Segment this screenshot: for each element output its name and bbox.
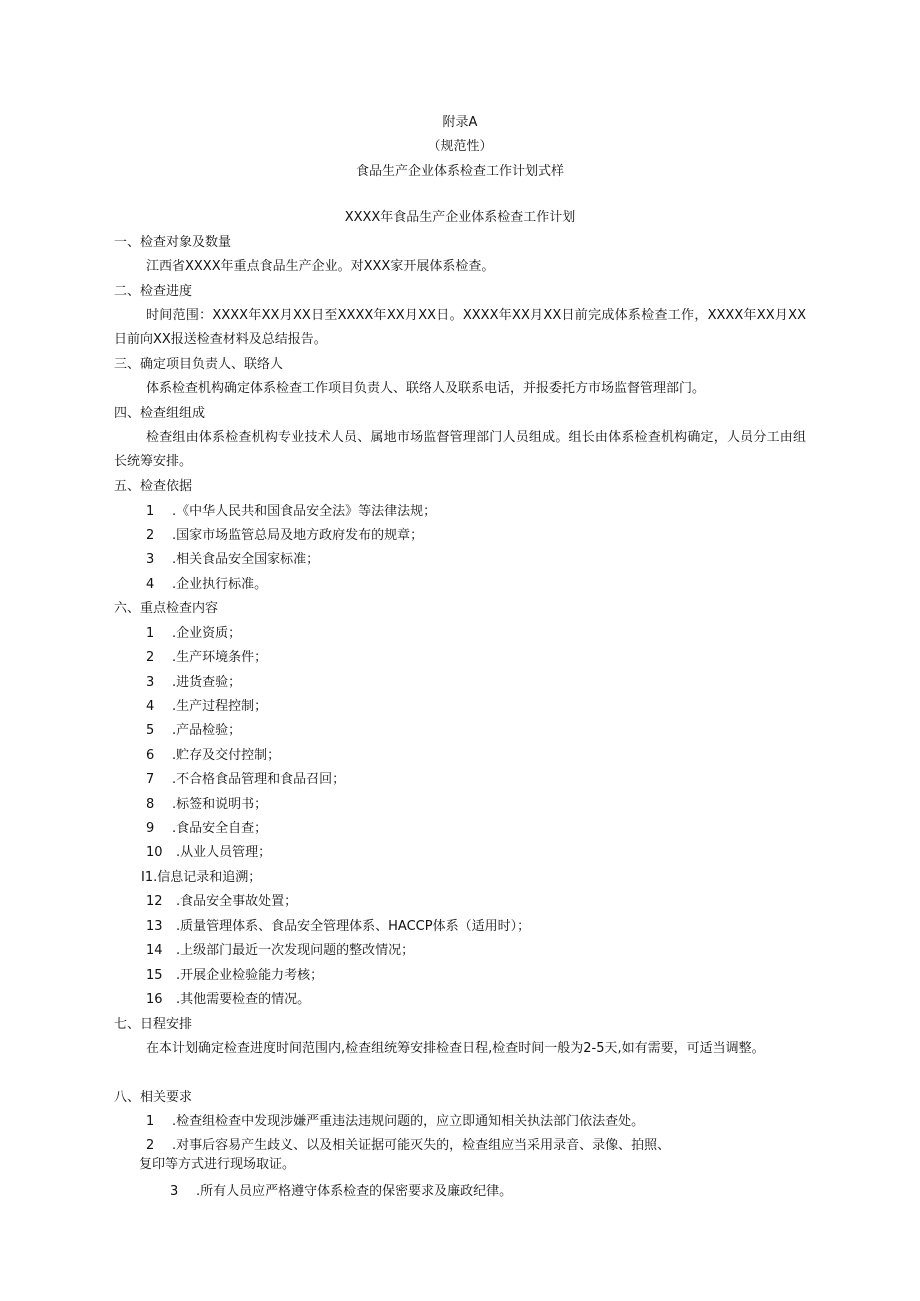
list-item: 15 .开展企业检验能力考核； bbox=[146, 968, 324, 983]
list-item: 1 .《中华人民共和国食品安全法》等法律法规； bbox=[146, 504, 437, 519]
section-3-body: 体系检查机构确定体系检查工作项目负责人、联络人及联系电话，并报委托方市场监督管理部门。 bbox=[146, 381, 706, 396]
section-4-heading: 四、检查组组成 bbox=[114, 406, 206, 421]
section-1-body: 江西省XXXX年重点食品生产企业。对XXX家开展体系检查。 bbox=[146, 259, 495, 274]
list-item: 1 .检查组检查中发现涉嫌严重违法违规问题的，应立即通知相关执法部门依法查处。 bbox=[146, 1114, 645, 1129]
list-item: 9 .食品安全自查； bbox=[146, 821, 268, 836]
section-6-heading: 六、重点检查内容 bbox=[114, 601, 219, 616]
section-3-heading: 三、确定项目负责人、联络人 bbox=[114, 357, 284, 372]
list-item: 14 .上级部门最近一次发现问题的整改情况； bbox=[146, 943, 415, 958]
list-item: 4 .企业执行标准。 bbox=[146, 577, 268, 592]
document-title: XXXX年食品生产企业体系检查工作计划 bbox=[344, 210, 576, 225]
list-item: 12 .食品安全事故处置； bbox=[146, 894, 298, 909]
section-2-body: 时间范围：XXXX年XX月XX日至XXXX年XX月XX日。XXXX年XX月XX日前完成体系检查工作，XXXX年XX月XX日前向XX报送检查材料及总结报告。 bbox=[114, 308, 806, 347]
section-2-heading: 二、检查进度 bbox=[114, 284, 193, 299]
section-1-heading: 一、检查对象及数量 bbox=[114, 235, 232, 250]
list-item: 6 .贮存及交付控制； bbox=[146, 748, 281, 763]
list-item: 3 .进货查验； bbox=[146, 675, 242, 690]
list-item: 5 .产品检验； bbox=[146, 723, 242, 738]
list-item: I1.信息记录和追溯； bbox=[141, 870, 262, 885]
section-5-heading: 五、检查依据 bbox=[114, 479, 193, 494]
section-7-heading: 七、日程安排 bbox=[114, 1017, 193, 1032]
list-item-continuation: 复印等方式进行现场取证。 bbox=[139, 1157, 296, 1172]
section-8-heading: 八、相关要求 bbox=[114, 1090, 193, 1105]
list-item: 3 .相关食品安全国家标准； bbox=[146, 552, 320, 567]
section-4-body: 检查组由体系检查机构专业技术人员、属地市场监督管理部门人员组成。组长由体系检查机构确定，人员分工由组长统筹安排。 bbox=[114, 430, 806, 469]
list-item: 2 .对事后容易产生歧义、以及相关证据可能灭失的，检查组应当采用录音、录像、拍照、 bbox=[146, 1138, 671, 1153]
section-7-body: 在本计划确定检查进度时间范围内,检查组统筹安排检查日程,检查时间一般为2-5天,如有需要，可适当调整。 bbox=[146, 1041, 765, 1056]
list-item: 4 .生产过程控制； bbox=[146, 699, 268, 714]
list-item: 2 .生产环境条件； bbox=[146, 650, 268, 665]
form-title: 食品生产企业体系检查工作计划式样 bbox=[355, 164, 564, 179]
list-item: 10 .从业人员管理； bbox=[146, 845, 272, 860]
list-item: 3 .所有人员应严格遵守体系检查的保密要求及廉政纪律。 bbox=[170, 1184, 513, 1199]
list-item: 1 .企业资质； bbox=[146, 626, 242, 641]
normative-note: （规范性） bbox=[427, 139, 493, 154]
list-item: 7 .不合格食品管理和食品召回； bbox=[146, 772, 346, 787]
list-item: 8 .标签和说明书； bbox=[146, 797, 268, 812]
list-item: 13 .质量管理体系、食品安全管理体系、HACCP体系（适用时）； bbox=[146, 919, 531, 934]
appendix-label: 附录A bbox=[442, 115, 478, 130]
list-item: 2 .国家市场监管总局及地方政府发布的规章； bbox=[146, 528, 424, 543]
list-item: 16 .其他需要检查的情况。 bbox=[146, 992, 311, 1007]
